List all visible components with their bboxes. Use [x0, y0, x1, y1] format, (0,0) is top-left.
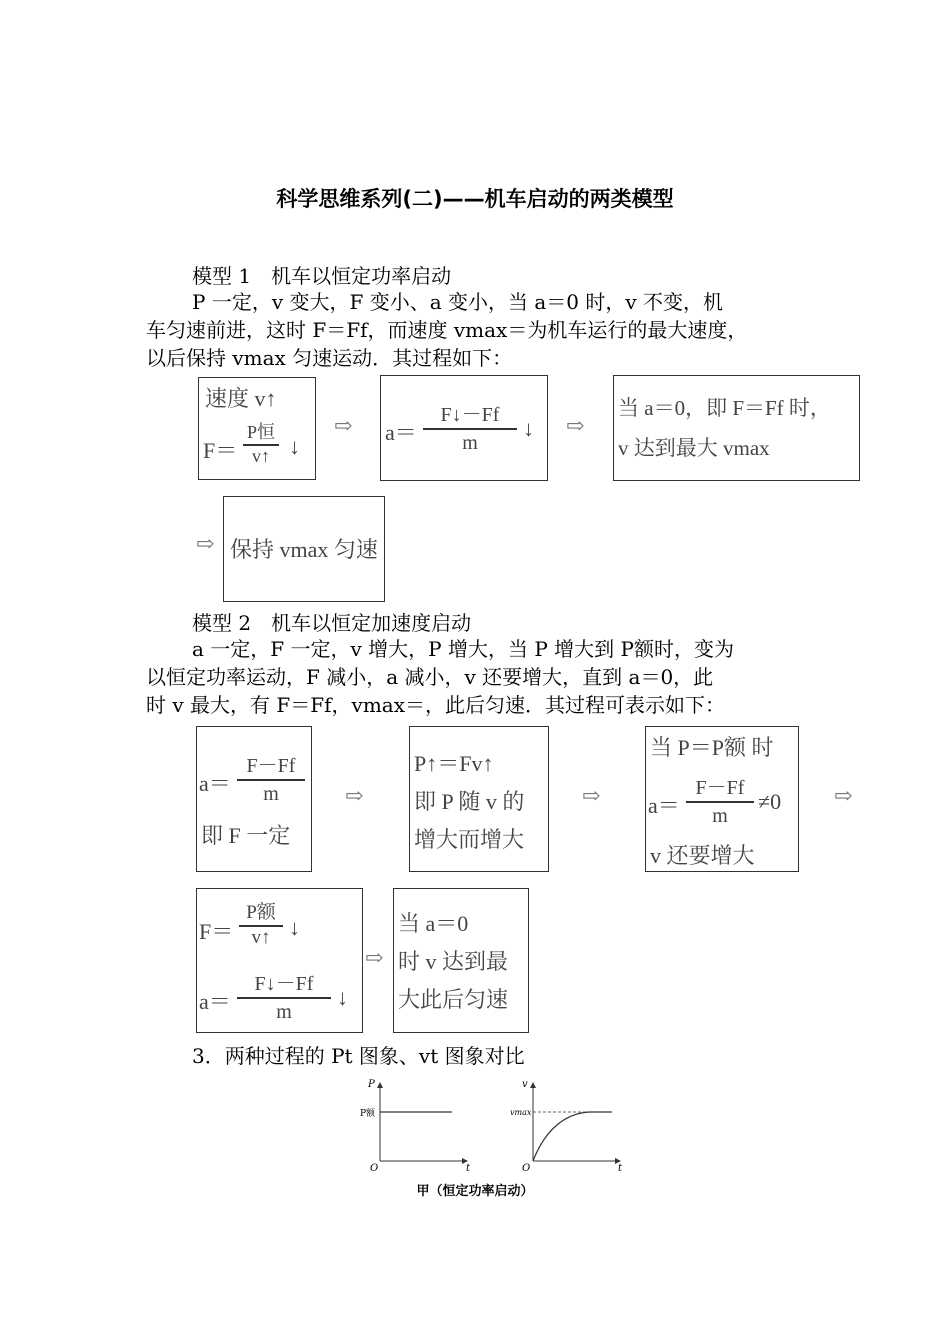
flow-arrow-icon: ⇨ [582, 784, 601, 809]
model2-line2: 以恒定功率运动，F 减小，a 减小，v 还要增大，直到 a＝0，此 [146, 665, 714, 689]
pt-vt-graphs [350, 1075, 640, 1180]
origin-label: O [522, 1163, 531, 1174]
model2-box-accel [196, 726, 312, 872]
down-arrow-icon: ↓ [523, 416, 534, 441]
box-text: F＝ [203, 438, 238, 463]
model1-box-speed [198, 377, 316, 480]
fraction-numerator: F－Ff [695, 777, 745, 799]
fraction-bar [237, 997, 331, 999]
box-text: 时 v 达到最 [398, 949, 509, 974]
flow-arrow-icon: ⇨ [834, 784, 853, 809]
box-text: a＝ [385, 420, 417, 445]
down-arrow-icon: ↓ [289, 915, 300, 940]
flow-arrow-icon: ⇨ [365, 946, 384, 971]
box-text: 即 P 随 v 的 [414, 789, 525, 814]
fraction-numerator: P恒 [246, 422, 275, 442]
model1-line2: 车匀速前进，这时 F＝Ff，而速度 vmax＝为机车运行的最大速度， [146, 318, 748, 342]
model1-line3: 以后保持 vmax 匀速运动．其过程如下： [146, 346, 513, 370]
flow-arrow-icon: ⇨ [345, 784, 364, 809]
p-axis-label: P [368, 1079, 375, 1090]
p-level-label: P额 [360, 1109, 376, 1119]
box-text: v 还要增大 [650, 843, 755, 868]
fraction-bar [686, 801, 754, 803]
v-axis-label: v [522, 1079, 528, 1090]
fraction-bar [237, 779, 305, 781]
box-text: 速度 v↑ [205, 386, 277, 411]
box-text: 增大而增大 [414, 827, 525, 852]
box-text: a＝ [648, 793, 680, 818]
fraction-numerator: F↓－Ff [440, 404, 500, 426]
fraction-denominator: v↑ [251, 927, 271, 948]
section3-heading: 3．两种过程的 Pt 图象、vt 图象对比 [192, 1044, 525, 1068]
box-text: F＝ [199, 919, 234, 944]
fraction-denominator: m [462, 432, 478, 454]
velocity-curve [533, 1112, 612, 1161]
flow-arrow-icon: ⇨ [196, 532, 215, 557]
fraction-numerator: P额 [246, 902, 276, 923]
vmax-label: vmax [510, 1108, 532, 1117]
fraction-bar [423, 428, 517, 430]
t-axis-label: t [618, 1163, 623, 1174]
model2-heading: 模型 2 机车以恒定加速度启动 [192, 611, 472, 635]
model2-line3: 时 v 最大，有 F＝Ff，vmax＝，此后匀速．其过程可表示如下： [146, 693, 725, 717]
fraction-numerator: F↓－Ff [254, 973, 314, 995]
fraction-denominator: v↑ [252, 446, 270, 466]
origin-label: O [370, 1163, 379, 1174]
model2-line1: a 一定，F 一定，v 增大，P 增大，当 P 增大到 P额时，变为 [192, 637, 734, 661]
model1-line1: P 一定，v 变大，F 变小、a 变小，当 a＝0 时，v 不变，机 [192, 290, 724, 314]
page-title: 科学思维系列(二)——机车启动的两类模型 [276, 187, 674, 211]
box-text: v 达到最大 vmax [618, 436, 770, 460]
box-text: 即 F 一定 [201, 823, 291, 848]
model2-box-decrease [196, 888, 363, 1033]
model1-box-max [613, 375, 860, 481]
fraction-denominator: m [276, 1001, 292, 1023]
box-text: 当 P＝P额 时 [650, 735, 774, 760]
graph-caption: 甲（恒定功率启动） [416, 1184, 534, 1199]
fraction-numerator: F－Ff [246, 755, 296, 777]
fraction-denominator: m [263, 783, 279, 805]
flow-arrow-icon: ⇨ [566, 414, 585, 439]
model1-box-uniform [223, 496, 385, 602]
model2-box-rated [645, 726, 799, 872]
model2-box-power [409, 726, 549, 872]
flow-arrow-icon: ⇨ [334, 414, 353, 439]
box-text: ≠0 [758, 789, 782, 814]
box-text: P↑＝Fv↑ [414, 751, 494, 776]
box-text: 当 a＝0，即 F＝Ff 时， [618, 396, 831, 420]
model1-heading: 模型 1 机车以恒定功率启动 [192, 264, 452, 288]
fraction-denominator: m [712, 805, 728, 827]
box-text: a＝ [199, 771, 231, 796]
down-arrow-icon: ↓ [337, 985, 348, 1010]
t-axis-label: t [466, 1163, 471, 1174]
down-arrow-icon: ↓ [289, 434, 300, 459]
model1-box-accel [380, 375, 548, 481]
box-text: 当 a＝0 [398, 911, 469, 936]
model2-box-end [393, 888, 529, 1033]
box-text: a＝ [199, 989, 231, 1014]
box-text: 保持 vmax 匀速 [230, 537, 378, 562]
box-text: 大此后匀速 [398, 987, 509, 1012]
